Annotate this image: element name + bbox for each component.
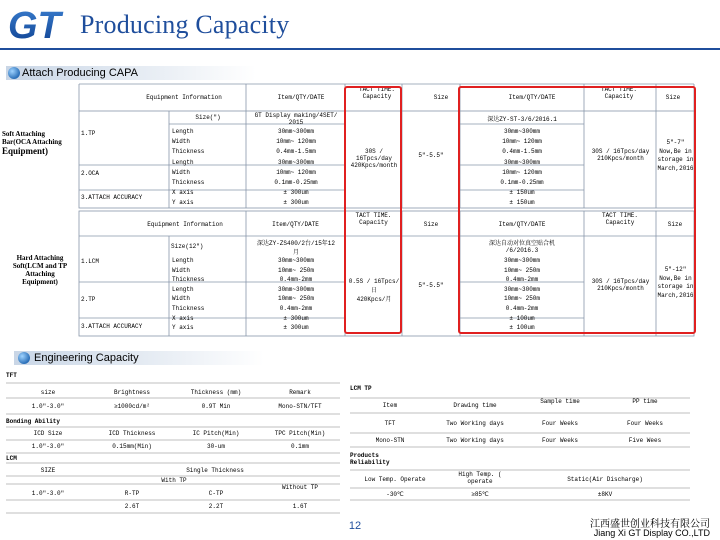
lcm-tp-row1-item: TFT <box>384 420 396 427</box>
soft-tact-2: 30S / 16Tpcs/day 210Kpcs/month <box>591 148 650 162</box>
param-value: ± 300um <box>283 324 309 332</box>
soft-size-1: 5"-5.5" <box>418 152 444 159</box>
bond-header-tpc-pitch: TPC Pitch(Min) <box>274 430 326 437</box>
section-title-attach: Attach Producing CAPA <box>22 67 138 79</box>
soft-tact-1: 30S / 16Tpcs/day 420Kpcs/month <box>350 148 398 169</box>
soft-header-equipment: Equipment Information <box>146 94 222 101</box>
bond-ic-pitch-value: 30-um <box>206 443 225 450</box>
param-value: 10mm~ 250m <box>277 266 314 274</box>
soft-vendor-2: 深达ZY-ST-3/6/2016.1 <box>487 116 557 123</box>
param-value: ± 150um <box>509 199 535 207</box>
tft-brightness-value: ≥1000cd/m² <box>113 403 150 410</box>
param-value: 0.4mm-1.5mm <box>502 148 542 156</box>
hard-header-item: Item/QTY/DATE <box>272 221 319 228</box>
svg-text:GT: GT <box>8 5 61 44</box>
hard-header-size-2: Size <box>667 221 683 228</box>
hard-size-1: 5"-5.5" <box>418 282 444 289</box>
soft-header-size: Size <box>433 94 449 101</box>
param-value: ± 100um <box>509 314 535 322</box>
param-value: 0.4mm-1.5mm <box>276 148 316 156</box>
lcm-without-value: 1.6T <box>292 503 308 510</box>
lcm-tp-row2-item: Mono-STN <box>375 437 405 444</box>
param-value: 10mm~ 250m <box>503 295 540 303</box>
param-label: Width <box>172 138 191 146</box>
lcm-size-header: SIZE <box>40 467 56 474</box>
soft-size-2: 5"-7" Now,Be in storage in March,2016 <box>657 139 694 172</box>
lcm-tp-header-pp: PP time <box>632 398 658 405</box>
lcm-rtp: R-TP <box>124 490 140 497</box>
hard-header-size: Size <box>423 221 439 228</box>
lcm-tp-row2-pp: Five Wees <box>628 437 662 444</box>
lcm-tp-row1-drawing: Two Working days <box>446 420 504 427</box>
bond-header-icd-thickness: ICD Thickness <box>108 430 156 437</box>
lcm-tp-row1-sample: Four Weeks <box>541 420 578 427</box>
param-value: 30mm~300mm <box>277 285 314 293</box>
lcm-ctp-value: 2.2T <box>208 503 224 510</box>
param-value: 30mm~300mm <box>503 128 540 135</box>
param-value: 0.4mm-2mm <box>279 304 313 312</box>
lcm-tp-row1-pp: Four Weeks <box>626 420 663 427</box>
param-value: ± 150um <box>509 189 535 197</box>
hard-attaching-label: Hard Attaching Soft(LCM and TP Attaching Equipment) <box>12 254 68 286</box>
section-title-engineering: Engineering Capacity <box>34 352 139 364</box>
param-value: 0.4mm-2mm <box>505 276 539 284</box>
rel-header-static: Static(Air Discharge) <box>567 476 643 483</box>
soft-header-item-2: Item/QTY/DATE <box>508 94 556 101</box>
lcm-tp-header-item: Item <box>382 402 398 409</box>
param-value: 30mm~300mm <box>503 158 540 166</box>
tft-header-thickness: Thickness (mm) <box>190 389 242 396</box>
param-label: Length <box>172 285 194 293</box>
param-value: ± 300um <box>283 199 309 207</box>
hard-header-item-2: Item/QTY/DATE <box>498 221 546 228</box>
param-label: Length <box>172 158 194 166</box>
rel-static-value: ±8KV <box>597 491 613 498</box>
tft-size-value: 1.0"-3.0" <box>31 403 65 410</box>
param-value: 0.1mm-0.25mm <box>274 179 318 187</box>
hard-vendor-1: 深达ZY-ZS400/2台/15年12 月 <box>256 240 335 256</box>
soft-cat-oca: 2.OCA <box>81 170 100 177</box>
soft-size-label: Size(") <box>195 114 221 121</box>
param-value: 0.4mm-2mm <box>279 276 313 284</box>
param-value: 0.4mm-2mm <box>505 304 539 312</box>
bonding-label: Bonding Ability <box>6 418 61 425</box>
param-value: 0.1mm-0.25mm <box>500 179 544 187</box>
param-value: 30mm~300mm <box>503 285 540 293</box>
param-value: 30mm~300mm <box>277 257 314 264</box>
page-title: Producing Capacity <box>80 10 290 39</box>
lcm-tp-label: LCM TP <box>350 385 372 392</box>
param-label: Y axis <box>172 324 194 332</box>
hard-header-tact-2: TACT TIME. Capacity <box>601 212 638 226</box>
param-value: 10mm~ 120mm <box>276 168 316 176</box>
tft-label: TFT <box>6 372 17 379</box>
param-value: ± 300um <box>283 189 309 197</box>
param-label: X axis <box>172 189 194 197</box>
hard-tact-2: 30S / 16Tpcs/day 210Kpcs/month <box>591 278 650 292</box>
hard-vendor-2: 深达自动对位真空贴合机 /6/2016.3 <box>488 240 555 254</box>
param-label: Thickness <box>172 179 205 187</box>
tft-header-size: size <box>40 389 56 396</box>
bond-icd-thickness-value: 0.15mm(Min) <box>112 443 152 450</box>
tft-header-brightness: Brightness <box>113 389 150 396</box>
param-label: Thickness <box>172 148 205 156</box>
param-label: Width <box>172 168 191 176</box>
lcm-ctp: C-TP <box>208 490 224 497</box>
param-label: Width <box>172 295 191 303</box>
rel-header-low: Low Temp. Operate <box>364 476 426 483</box>
bond-tpc-pitch-value: 0.1mm <box>290 443 309 450</box>
lcm-tp-row2-sample: Four Weeks <box>541 437 578 444</box>
param-value: 10mm~ 250m <box>503 266 540 274</box>
rel-low-value: -30℃ <box>386 491 404 498</box>
bond-icd-size-value: 1.0"-3.0" <box>31 443 65 450</box>
param-value: 30mm~300mm <box>277 128 314 135</box>
lcm-tp-header-sample: Sample time <box>540 398 580 405</box>
soft-attaching-label: Soft Attaching Bar(OCA Attaching Equipment) <box>2 130 62 156</box>
lcm-without-tp: Without TP <box>281 484 318 491</box>
lcm-thickness-header: Single Thickness <box>186 467 244 474</box>
hard-header-equipment: Equipment Information <box>147 221 223 228</box>
soft-cat-tp: 1.TP <box>81 130 96 137</box>
hard-size-label: Size(12") <box>171 243 204 250</box>
soft-header-size-2: Size <box>665 94 681 101</box>
lcm-tp-header-drawing: Drawing time <box>453 402 497 409</box>
param-label: Length <box>172 128 194 135</box>
tft-thickness-value: 0.9T Min <box>201 403 231 410</box>
hard-header-tact: TACT TIME. Capacity <box>355 212 392 226</box>
bond-header-ic-pitch: IC Pitch(Min) <box>192 430 240 437</box>
tft-header-remark: Remark <box>289 389 311 396</box>
company-name-cn: 江西盛世创业科技有限公司 <box>590 519 710 530</box>
soft-cat-accuracy: 3.ATTACH ACCURACY <box>81 194 143 201</box>
hard-cat-accuracy: 3.ATTACH ACCURACY <box>81 323 143 330</box>
param-value: ± 300um <box>283 314 309 322</box>
param-label: Thickness <box>172 304 205 312</box>
soft-header-tact: TACT TIME. Capacity <box>358 86 395 100</box>
param-value: 10mm~ 250m <box>277 295 314 303</box>
reliability-label: Products Reliability <box>350 452 390 466</box>
hard-cat-lcm: 1.LCM <box>81 258 100 265</box>
lcm-label: LCM <box>6 455 17 462</box>
hard-cat-tp: 2.TP <box>81 296 96 303</box>
param-value: ± 100um <box>509 324 535 332</box>
param-value: 10mm~ 120mm <box>276 138 316 146</box>
param-label: Thickness <box>172 276 205 284</box>
param-label: Length <box>172 257 194 264</box>
param-value: 10mm~ 120mm <box>502 168 542 176</box>
param-label: Width <box>172 266 191 274</box>
lcm-tp-row2-drawing: Two Working days <box>446 437 504 444</box>
hard-tact-1: 0.5S / 16Tpcs/日 420Kpcs/月 <box>348 278 400 303</box>
lcm-rtp-value: 2.6T <box>124 503 140 510</box>
rel-header-high: High Temp. ( operate <box>458 471 502 485</box>
soft-vendor-1: GT Display making/4SET/ 2015 <box>254 112 338 126</box>
hard-size-2: 5"-12" Now,Be in storage in March,2016 <box>657 266 694 299</box>
lcm-with-tp: With TP <box>161 477 187 484</box>
param-value: 30mm~300mm <box>503 257 540 264</box>
soft-header-item: Item/QTY/DATE <box>277 94 325 101</box>
tft-remark-value: Mono-STN/TFT <box>278 403 322 410</box>
param-value: 30mm~300mm <box>277 158 314 166</box>
page-number: 12 <box>348 520 362 532</box>
param-label: X axis <box>172 314 194 322</box>
lcm-size-value: 1.0"-3.0" <box>31 490 65 497</box>
param-value: 10mm~ 120mm <box>502 138 542 146</box>
rel-high-value: ≥85℃ <box>471 491 489 498</box>
param-label: Y axis <box>172 199 194 207</box>
soft-header-tact-2: TACT TIME. Capacity <box>600 86 637 100</box>
bond-header-icd-size: ICD Size <box>33 430 63 437</box>
company-name-en: Jiang Xi GT Display CO.,LTD <box>593 528 710 538</box>
